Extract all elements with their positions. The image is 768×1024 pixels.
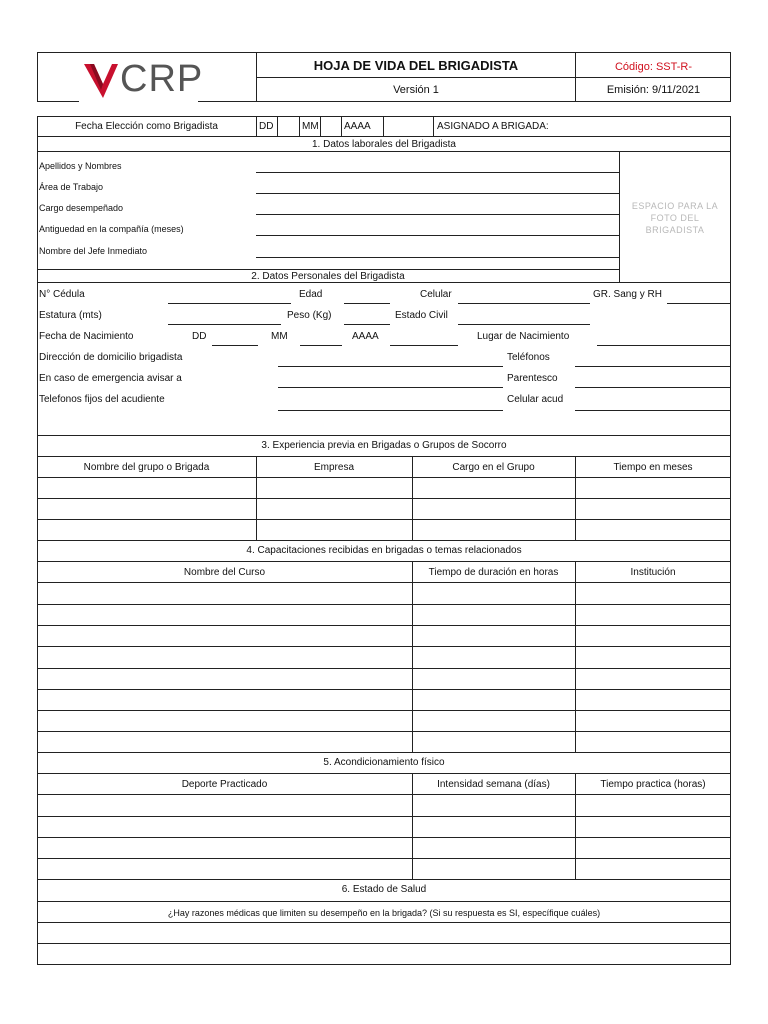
election-divider: [299, 116, 300, 137]
lugar-line[interactable]: [597, 345, 731, 346]
direccion-label: Dirección de domicilio brigadista: [39, 352, 183, 363]
estatura-label: Estatura (mts): [39, 310, 102, 321]
form-title: HOJA DE VIDA DEL BRIGADISTA: [313, 58, 519, 73]
field-line-nombres[interactable]: [256, 172, 619, 173]
form-emission: Emisión: 9/11/2021: [606, 84, 701, 96]
field-label-antiguedad: Antiguedad en la compañía (meses): [39, 224, 184, 234]
estado-civil-line[interactable]: [458, 324, 590, 325]
table-row[interactable]: [37, 540, 731, 541]
table-row[interactable]: [37, 816, 731, 817]
field-line-jefe[interactable]: [256, 257, 619, 258]
table-row[interactable]: [37, 858, 731, 859]
section3-col-cargo: Cargo en el Grupo: [452, 462, 535, 473]
section1-title-line: [37, 151, 731, 152]
celular-line[interactable]: [458, 303, 590, 304]
section5-col-divider: [575, 773, 576, 879]
nacimiento-dd-line[interactable]: [212, 345, 258, 346]
table-row[interactable]: [37, 879, 731, 880]
table-row[interactable]: [37, 837, 731, 838]
section5-col-intensidad: Intensidad semana (días): [437, 779, 550, 790]
section1-title: 1. Datos laborales del Brigadista: [312, 139, 456, 150]
table-row[interactable]: [37, 689, 731, 690]
fijos-line[interactable]: [278, 410, 503, 411]
table-row[interactable]: [37, 731, 731, 732]
estatura-line[interactable]: [168, 324, 281, 325]
header-left-border: [37, 52, 38, 102]
field-label-nombres: Apellidos y Nombres: [39, 161, 122, 171]
assigned-brigade-label: ASIGNADO A BRIGADA:: [437, 121, 549, 132]
section3-col-divider: [575, 456, 576, 540]
section4-col-curso: Nombre del Curso: [183, 567, 266, 578]
section4-col-divider: [575, 561, 576, 752]
section3-header-top: [37, 456, 731, 457]
section4-title: 4. Capacitaciones recibidas en brigadas o temas relacionados: [246, 545, 522, 556]
section5-col-divider: [412, 773, 413, 879]
telefonos-line[interactable]: [575, 366, 731, 367]
parentesco-line[interactable]: [575, 387, 731, 388]
emergencia-label: En caso de emergencia avisar a: [39, 373, 182, 384]
telefonos-label: Teléfonos: [507, 352, 550, 363]
section3-col-divider: [256, 456, 257, 540]
election-divider: [383, 116, 384, 137]
estado-civil-label: Estado Civil: [395, 310, 448, 321]
field-line-antiguedad[interactable]: [256, 235, 619, 236]
election-divider: [277, 116, 278, 137]
section5-col-tiempo: Tiempo practica (horas): [600, 779, 706, 790]
table-row[interactable]: [37, 604, 731, 605]
photo-placeholder[interactable]: ESPACIO PARA LA FOTO DEL BRIGADISTA: [631, 201, 719, 235]
election-divider: [320, 116, 321, 137]
section6-header-top: [37, 901, 731, 902]
table-row[interactable]: [37, 752, 731, 753]
table-row[interactable]: [37, 582, 731, 583]
header-bottom-left-line: [37, 101, 79, 102]
celular-acud-label: Celular acud: [507, 394, 564, 405]
header-bottom-line: [198, 101, 731, 102]
election-divider: [341, 116, 342, 137]
parentesco-label: Parentesco: [507, 373, 558, 384]
sangre-label: GR. Sang y RH: [593, 289, 662, 300]
direccion-line[interactable]: [278, 366, 503, 367]
section6-title: 6. Estado de Salud: [341, 884, 427, 895]
cedula-label: N° Cédula: [39, 289, 85, 300]
table-row[interactable]: [37, 668, 731, 669]
section6-question: ¿Hay razones médicas que limiten su desempeño en la brigada? (Si su respuesta es SI, específique cuáles): [167, 908, 601, 918]
section4-header-top: [37, 561, 731, 562]
field-label-area: Área de Trabajo: [39, 182, 104, 192]
sangre-line[interactable]: [667, 303, 731, 304]
section5-col-deporte: Deporte Practicado: [181, 779, 268, 790]
section1-bottom-line: [37, 269, 619, 270]
election-label: Fecha Elección como Brigadista: [75, 121, 218, 132]
nacimiento-label: Fecha de Nacimiento: [39, 331, 134, 342]
nacimiento-mm-line[interactable]: [300, 345, 342, 346]
table-row[interactable]: [37, 498, 731, 499]
fijos-label: Telefonos fijos del acudiente: [39, 394, 165, 405]
table-row[interactable]: [37, 477, 731, 478]
logo-text: CRP: [120, 58, 204, 100]
form-code: Código: SST-R-: [614, 61, 693, 73]
election-divider: [256, 116, 257, 137]
header-top-border: [37, 52, 731, 53]
section3-col-divider: [412, 456, 413, 540]
header-mid-line: [256, 77, 731, 78]
section4-col-duracion: Tiempo de duración en horas: [428, 567, 559, 578]
section5-title: 5. Acondicionamiento físico: [323, 757, 445, 768]
election-dd-label: DD: [259, 121, 274, 132]
section2-left-border: [37, 283, 38, 436]
peso-label: Peso (Kg): [287, 310, 332, 321]
nacimiento-aaaa-line[interactable]: [390, 345, 458, 346]
emergencia-line[interactable]: [278, 387, 503, 388]
photo-divider: [619, 151, 620, 283]
nacimiento-dd-label: DD: [192, 331, 207, 342]
section5-header-top: [37, 773, 731, 774]
table-row[interactable]: [37, 646, 731, 647]
field-line-cargo[interactable]: [256, 214, 619, 215]
company-logo: [84, 58, 204, 102]
section3-col-tiempo: Tiempo en meses: [613, 462, 693, 473]
table-row[interactable]: [37, 625, 731, 626]
election-mm-label: MM: [302, 121, 319, 132]
cedula-line[interactable]: [168, 303, 291, 304]
election-aaaa-label: AAAA: [344, 121, 371, 132]
peso-line[interactable]: [344, 324, 390, 325]
section2-title: 2. Datos Personales del Brigadista: [251, 271, 405, 282]
table-row[interactable]: [37, 943, 731, 944]
election-divider: [433, 116, 434, 137]
section4-col-divider: [412, 561, 413, 752]
celular-acud-line[interactable]: [575, 410, 731, 411]
table-row[interactable]: [37, 710, 731, 711]
lugar-label: Lugar de Nacimiento: [477, 331, 570, 342]
celular-label: Celular: [420, 289, 452, 300]
section3-title: 3. Experiencia previa en Brigadas o Grupos de Socorro: [261, 440, 507, 451]
edad-line[interactable]: [344, 303, 390, 304]
nacimiento-mm-label: MM: [271, 331, 288, 342]
field-label-cargo: Cargo desempeñado: [39, 203, 124, 213]
edad-label: Edad: [299, 289, 323, 300]
table-row[interactable]: [37, 794, 731, 795]
field-line-area[interactable]: [256, 193, 619, 194]
form-version: Versión 1: [393, 84, 439, 96]
nacimiento-aaaa-label: AAAA: [352, 331, 379, 342]
field-label-jefe: Nombre del Jefe Inmediato: [39, 246, 148, 256]
section2-right-border: [730, 283, 731, 436]
table-row[interactable]: [37, 519, 731, 520]
table-row[interactable]: [37, 922, 731, 923]
section4-col-institucion: Institución: [630, 567, 676, 578]
section3-col-grupo: Nombre del grupo o Brigada: [83, 462, 210, 473]
section3-col-empresa: Empresa: [313, 462, 354, 473]
